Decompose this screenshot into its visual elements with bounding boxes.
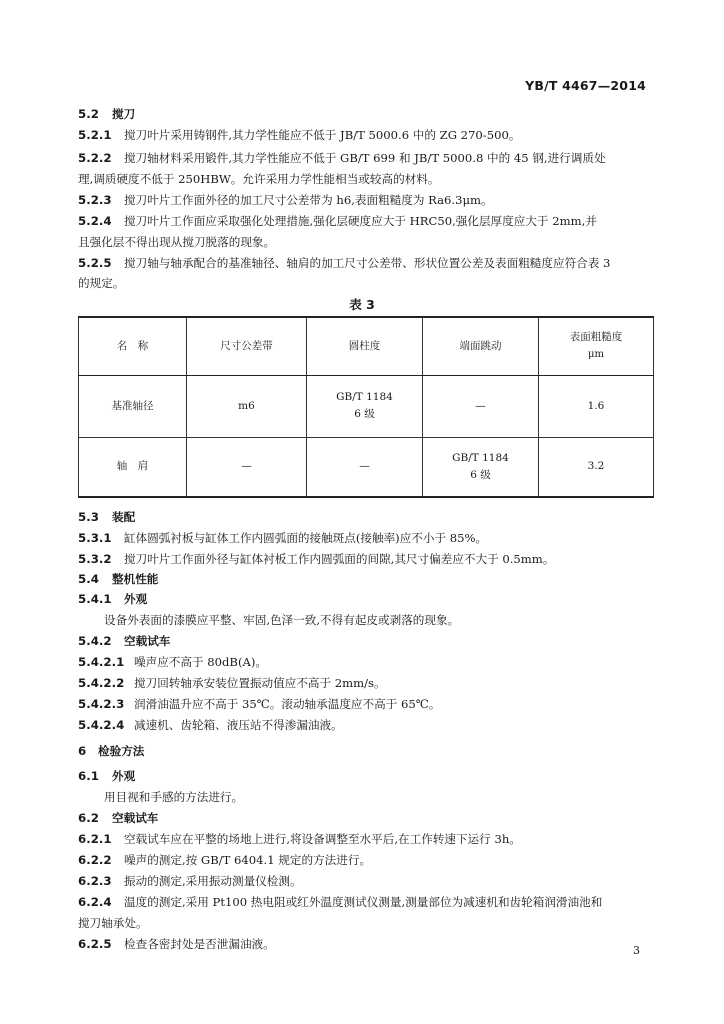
cylindricity-standard: GB/T 1184 [336, 391, 393, 403]
clause-number: 5.4.2.4 [78, 718, 125, 732]
runout-grade: 6 级 [470, 468, 491, 481]
section-5-4-1-heading [78, 589, 654, 609]
clause-5-2-5-continuation: 的规定。 [78, 276, 125, 290]
section-number: 6 [78, 744, 87, 758]
clause-text: 噪声应不高于 80dB(A)。 [134, 655, 267, 669]
clause-6-2-3 [78, 871, 654, 891]
clause-6-2-4 [78, 892, 654, 912]
section-title: 搅刀 [112, 107, 136, 121]
clause-text: 振动的测定,采用振动测量仪检测。 [124, 874, 302, 888]
table-row [79, 437, 654, 497]
cell-roughness: 3.2 [539, 437, 654, 497]
clause-text: 搅刀叶片采用铸钢件,其力学性能应不低于 JB/T 5000.6 中的 ZG 270-500。 [124, 128, 521, 142]
clause-number: 6.2.3 [78, 874, 112, 888]
section-title: 外观 [124, 592, 148, 606]
section-6-1-heading [78, 766, 654, 786]
standard-code: YB/T 4467—2014 [525, 78, 646, 93]
clause-6-2-2 [78, 850, 654, 870]
clause-5-3-2 [78, 549, 654, 569]
header-name: 名 称 [79, 317, 187, 375]
section-6-1-text: 用目视和手感的方法进行。 [104, 790, 244, 804]
clause-5-2-2 [78, 148, 654, 168]
cell-cylindricity: — [307, 437, 423, 497]
clause-text: 缸体圆弧衬板与缸体工作内圆弧面的接触斑点(接触率)应不小于 85%。 [124, 531, 488, 545]
clause-text: 搅刀轴与轴承配合的基准轴径、轴肩的加工尺寸公差带、形状位置公差及表面粗糙度应符合表 3 [124, 256, 611, 270]
clause-5-2-4 [78, 211, 654, 231]
section-number: 5.4 [78, 572, 99, 586]
clause-text: 温度的测定,采用 Pt100 热电阻或红外温度测试仪测量,测量部位为减速机和齿轮箱润滑油池和 [124, 895, 603, 909]
clause-text: 搅刀轴材料采用锻件,其力学性能应不低于 GB/T 699 和 JB/T 5000.8 中的 45 钢,进行调质处 [124, 151, 606, 165]
clause-number: 5.4.2.2 [78, 676, 125, 690]
section-title: 空载试车 [124, 634, 171, 648]
clause-5-2-1 [78, 125, 654, 145]
header-roughness [539, 317, 654, 375]
section-number: 6.2 [78, 811, 99, 825]
clause-5-4-2-2 [78, 673, 654, 693]
clause-number: 5.4.2.3 [78, 697, 125, 711]
runout-standard: GB/T 1184 [452, 451, 509, 464]
clause-5-2-2-continuation: 理,调质硬度不低于 250HBW。允许采用力学性能相当或较高的材料。 [78, 172, 440, 186]
section-number: 6.1 [78, 769, 99, 783]
clause-number: 5.4.2.1 [78, 655, 125, 669]
roughness-label: 表面粗糙度 [569, 331, 623, 344]
header-runout: 端面跳动 [423, 317, 539, 375]
clause-number: 5.2.1 [78, 128, 112, 142]
section-title: 外观 [112, 769, 136, 783]
section-6-2-heading [78, 808, 654, 828]
clause-text: 检查各密封处是否泄漏油液。 [124, 937, 275, 951]
table-row [79, 375, 654, 437]
cell-name: 基准轴径 [79, 375, 187, 437]
section-5-2-heading [78, 104, 654, 124]
clause-text: 润滑油温升应不高于 35℃。滚动轴承温度应不高于 65℃。 [134, 697, 441, 711]
cell-roughness: 1.6 [539, 375, 654, 437]
clause-text: 搅刀叶片工作面应采取强化处理措施,强化层硬度应大于 HRC50,强化层厚度应大于 2mm,并 [124, 214, 597, 228]
cell-runout: — [423, 375, 539, 437]
clause-number: 5.3.1 [78, 531, 112, 545]
section-5-4-2-heading [78, 631, 654, 651]
table-caption: 表 3 [349, 297, 375, 312]
clause-number: 6.2.2 [78, 853, 112, 867]
section-number: 5.4.1 [78, 592, 112, 606]
clause-number: 5.2.3 [78, 193, 112, 207]
header-cylindricity: 圆柱度 [307, 317, 423, 375]
clause-5-2-3 [78, 190, 654, 210]
clause-5-3-1 [78, 528, 654, 548]
table-3 [78, 316, 654, 498]
cell-tolerance: — [187, 437, 307, 497]
section-title: 空载试车 [112, 811, 159, 825]
clause-text: 搅刀回转轴承安装位置振动值应不高于 2mm/s。 [134, 676, 386, 690]
clause-6-2-1 [78, 829, 654, 849]
clause-5-4-2-1 [78, 652, 654, 672]
clause-number: 6.2.4 [78, 895, 112, 909]
clause-text: 噪声的测定,按 GB/T 6404.1 规定的方法进行。 [124, 853, 372, 867]
section-number: 5.3 [78, 510, 99, 524]
cell-tolerance: m6 [187, 375, 307, 437]
section-number: 5.4.2 [78, 634, 112, 648]
clause-number: 6.2.5 [78, 937, 112, 951]
section-6-heading [78, 741, 654, 761]
clause-number: 5.3.2 [78, 552, 112, 566]
clause-text: 搅刀叶片工作面外径的加工尺寸公差带为 h6,表面粗糙度为 Ra6.3μm。 [124, 193, 493, 207]
clause-5-4-1-text: 设备外表面的漆膜应平整、牢固,色泽一致,不得有起皮或剥落的现象。 [104, 613, 460, 627]
clause-5-2-4-continuation: 且强化层不得出现从搅刀脱落的现象。 [78, 235, 276, 249]
clause-number: 5.2.5 [78, 256, 112, 270]
section-title: 检验方法 [98, 744, 145, 758]
section-title: 整机性能 [112, 572, 159, 586]
clause-text: 减速机、齿轮箱、液压站不得渗漏油液。 [134, 718, 343, 732]
roughness-unit: μm [588, 349, 604, 361]
section-title: 装配 [112, 510, 136, 524]
clause-5-2-5 [78, 253, 654, 273]
section-5-4-heading [78, 569, 654, 589]
clause-text: 空载试车应在平整的场地上进行,将设备调整至水平后,在工作转速下运行 3h。 [124, 832, 521, 846]
cylindricity-grade: 6 级 [354, 408, 375, 420]
clause-5-4-2-3 [78, 694, 654, 714]
clause-6-2-4-continuation: 搅刀轴承处。 [78, 916, 148, 930]
clause-5-4-2-4 [78, 715, 654, 735]
cell-cylindricity [307, 375, 423, 437]
table-header-row [79, 317, 654, 375]
section-number: 5.2 [78, 107, 99, 121]
clause-text: 搅刀叶片工作面外径与缸体衬板工作内圆弧面的间隙,其尺寸偏差应不大于 0.5mm。 [124, 552, 555, 566]
clause-number: 5.2.2 [78, 151, 112, 165]
header-tolerance: 尺寸公差带 [187, 317, 307, 375]
clause-number: 6.2.1 [78, 832, 112, 846]
clause-number: 5.2.4 [78, 214, 112, 228]
page-number: 3 [633, 944, 640, 957]
clause-6-2-5 [78, 934, 654, 954]
section-5-3-heading [78, 507, 654, 527]
cell-runout [423, 437, 539, 497]
cell-name: 轴 肩 [79, 437, 187, 497]
